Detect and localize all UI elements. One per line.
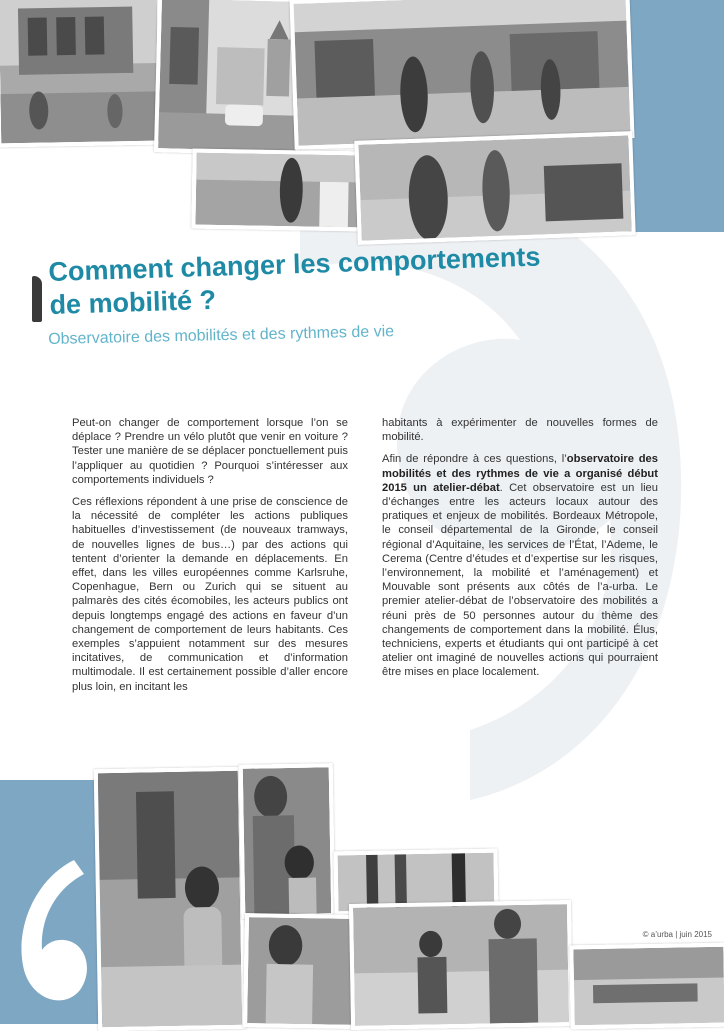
page-title-line2: de mobilité ? xyxy=(49,284,217,320)
photo-street-bench xyxy=(569,943,724,1030)
quote-mark-icon xyxy=(32,276,42,322)
photo-child-close xyxy=(243,913,357,1029)
right-paragraph-2-intro: Afin de répondre à ces questions, l’ xyxy=(382,453,567,466)
photo-street-bollard xyxy=(191,149,362,232)
text-column-right xyxy=(382,416,658,688)
right-paragraph-2 xyxy=(382,452,658,679)
photo-street-tower xyxy=(154,0,304,156)
left-paragraph-2: Ces réflexions répondent à une prise de conscience de la nécessité de compléter les actions publiques habituelles d’investissement (de nouveaux tramways, de nouvelles lignes de bus…) par des actions qui tentent d’orienter la demande en déplacements. En effet, dans les villes européennes comme Karlsruhe, Copenhague, Bern ou Zurich qui se situent au palmarès des cités écomobiles, les acteurs publics ont depuis longtemps engagé des actions en faveur d’un changement de comportement de leurs habitants. Ces exemples s’appuient notamment sur des mesures incitatives, de communication et d’information multimodale. Il est certainement possible d’aller encore plus loin, en incitant les xyxy=(72,496,348,693)
blue-panel-top-right xyxy=(628,0,724,232)
photo-street-shops xyxy=(0,0,163,147)
photo-family-walking xyxy=(349,900,573,1030)
copyright-credit: © a’urba | juin 2015 xyxy=(642,930,712,939)
right-paragraph-2-bold: observatoire des mobilités et des rythmes de vie a organisé début 2015 un atelier-débat xyxy=(382,453,658,494)
page-title-line1: Comment changer les comportements xyxy=(48,241,541,287)
photo-man-child xyxy=(239,763,336,919)
quote-glyph-icon xyxy=(14,860,94,1010)
right-paragraph-1: habitants à expérimenter de nouvelles formes de mobilité. xyxy=(382,417,658,444)
photo-child-walking xyxy=(94,767,247,1031)
text-column-left xyxy=(72,416,348,702)
photo-women-talking xyxy=(354,131,635,245)
right-paragraph-2-rest: . Cet observatoire est un lieu d’échanges entre les acteurs locaux autour des pratiques et enjeux de mobilités. Bordeaux Métropole, le conseil départemental de la Gironde, le conseil régional d’Aquitaine, les services de l’État, l’Ademe, le Cerema (Centre d’études et d’expertise sur les risques, l’environnement, la mobilité et l’aménagement) et Mouvable sont présents aux côtés de l’a-urba. Le premier atelier-débat de l’observatoire des mobilités a réuni près de 50 personnes autour du thème des changements de comportement dans la mobilité. Élus, techniciens, experts et étudiants qui ont participé à cet atelier ont imaginé de nouvelles actions qui pourraient être mises en place localement. xyxy=(382,481,659,679)
photo-station-people xyxy=(289,0,634,150)
page-subtitle: Observatoire des mobilités et des rythmes de vie xyxy=(48,323,395,348)
left-paragraph-1: Peut-on changer de comportement lorsque l’on se déplace ? Prendre un vélo plutôt que venir en voiture ? Tester une manière de se déplacer ponctuellement puis l’appliquer au quotidien ? Pourquoi s’intéresser aux comportements individuels ? xyxy=(72,417,348,486)
